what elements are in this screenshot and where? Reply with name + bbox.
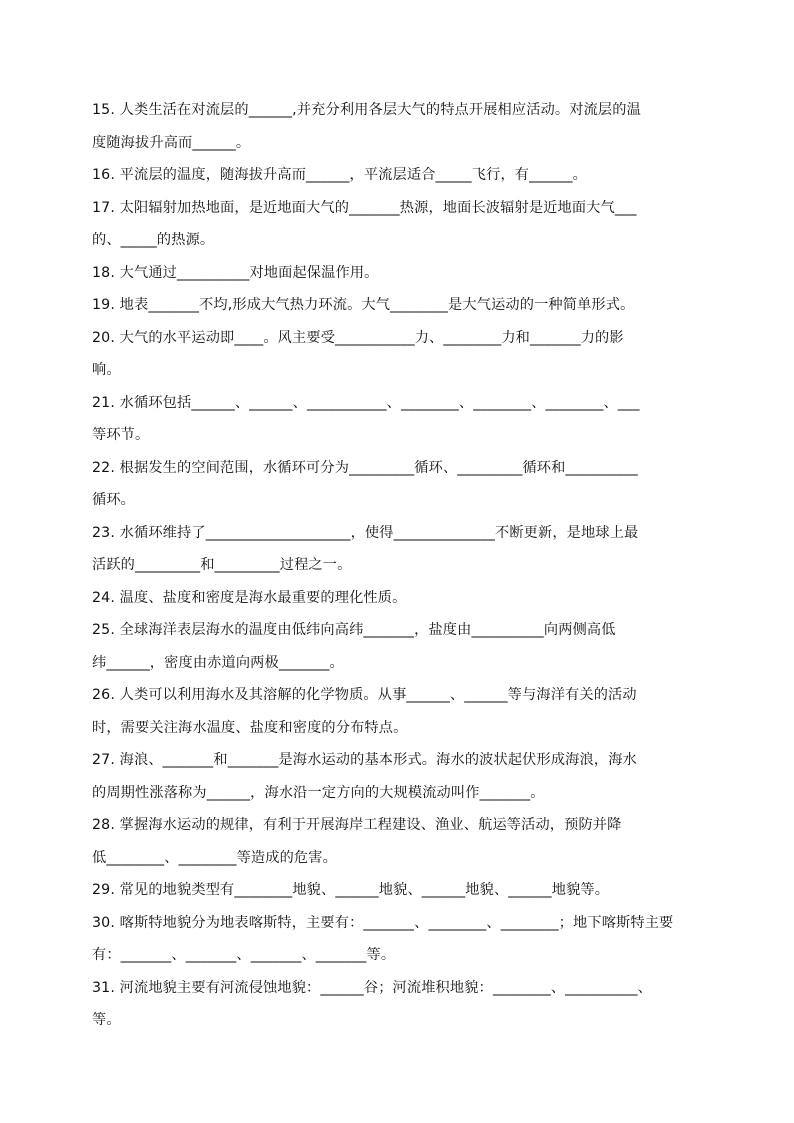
question-20-line-1: 20. 大气的水平运动即____。风主要受___________力、________力和_______力的影 <box>92 329 624 346</box>
question-25-line-1: 25. 全球海洋表层海水的温度由低纬向高纬_______，盐度由__________向两侧高低 <box>92 622 616 638</box>
question-22-line-2: 循环。 <box>92 492 136 508</box>
question-23-line-2: 活跃的_________和_________过程之一。 <box>92 557 352 573</box>
question-22-line-1: 22. 根据发生的空间范围，水循环可分为_________循环、_________循环和__________ <box>92 459 638 476</box>
question-30-line-1: 30. 喀斯特地貌分为地表喀斯特，主要有：_______、________、________；地下喀斯特主要 <box>92 914 674 931</box>
question-30-line-2: 有：_______、_______、_______、_______等。 <box>92 947 396 963</box>
question-26-line-1: 26. 人类可以利用海水及其溶解的化学物质。从事______、______等与海洋有关的活动 <box>92 687 637 703</box>
question-18-line-1: 18. 大气通过__________对地面起保温作用。 <box>92 264 379 281</box>
question-16-line-1: 16. 平流层的温度，随海拔升高而______，平流层适合_____飞行，有______。 <box>92 167 587 183</box>
question-21-line-2: 等环节。 <box>92 427 150 443</box>
question-20-line-2: 响。 <box>92 362 121 378</box>
question-26-line-2: 时，需要关注海水温度、盐度和密度的分布特点。 <box>92 719 408 736</box>
question-28-line-1: 28. 掌握海水运动的规律，有利于开展海岸工程建设、渔业、航运等活动，预防并降 <box>92 817 622 833</box>
question-24-line-1: 24. 温度、盐度和密度是海水最重要的理化性质。 <box>92 589 407 606</box>
question-31-line-2: 等。 <box>92 1012 121 1028</box>
question-15-line-1: 15. 人类生活在对流层的______,并充分利用各层大气的特点开展相应活动。对流层的温 <box>92 102 641 118</box>
question-27-line-2: 的周期性涨落称为______，海水沿一定方向的大规模流动叫作_______。 <box>92 784 545 801</box>
question-27-line-1: 27. 海浪、_______和_______是海水运动的基本形式。海水的波状起伏形成海浪，海水 <box>92 752 637 768</box>
question-29-line-1: 29. 常见的地貌类型有________地貌、______地貌、______地貌、______地貌等。 <box>92 882 610 898</box>
question-17-line-2: 的、_____的热源。 <box>92 232 215 248</box>
question-21-line-1: 21. 水循环包括______、______、___________、________、________、________、___ <box>92 394 640 411</box>
question-23-line-1: 23. 水循环维持了____________________，使得______________不断更新，是地球上最 <box>92 524 639 541</box>
question-19-line-1: 19. 地表_______不均,形成大气热力环流。大气________是大气运动的一种简单形式。 <box>92 297 635 313</box>
question-25-line-2: 纬______，密度由赤道向两极_______。 <box>92 654 344 671</box>
question-28-line-2: 低________、________等造成的危害。 <box>92 849 337 866</box>
document-page <box>92 94 702 1037</box>
question-17-line-1: 17. 太阳辐射加热地面，是近地面大气的_______热源，地面长波辐射是近地面大气___ <box>92 199 637 216</box>
question-31-line-1: 31. 河流地貌主要有河流侵蚀地貌：______谷；河流堆积地貌：________、__________、 <box>92 979 652 996</box>
question-15-line-2: 度随海拔升高而______。 <box>92 134 251 151</box>
